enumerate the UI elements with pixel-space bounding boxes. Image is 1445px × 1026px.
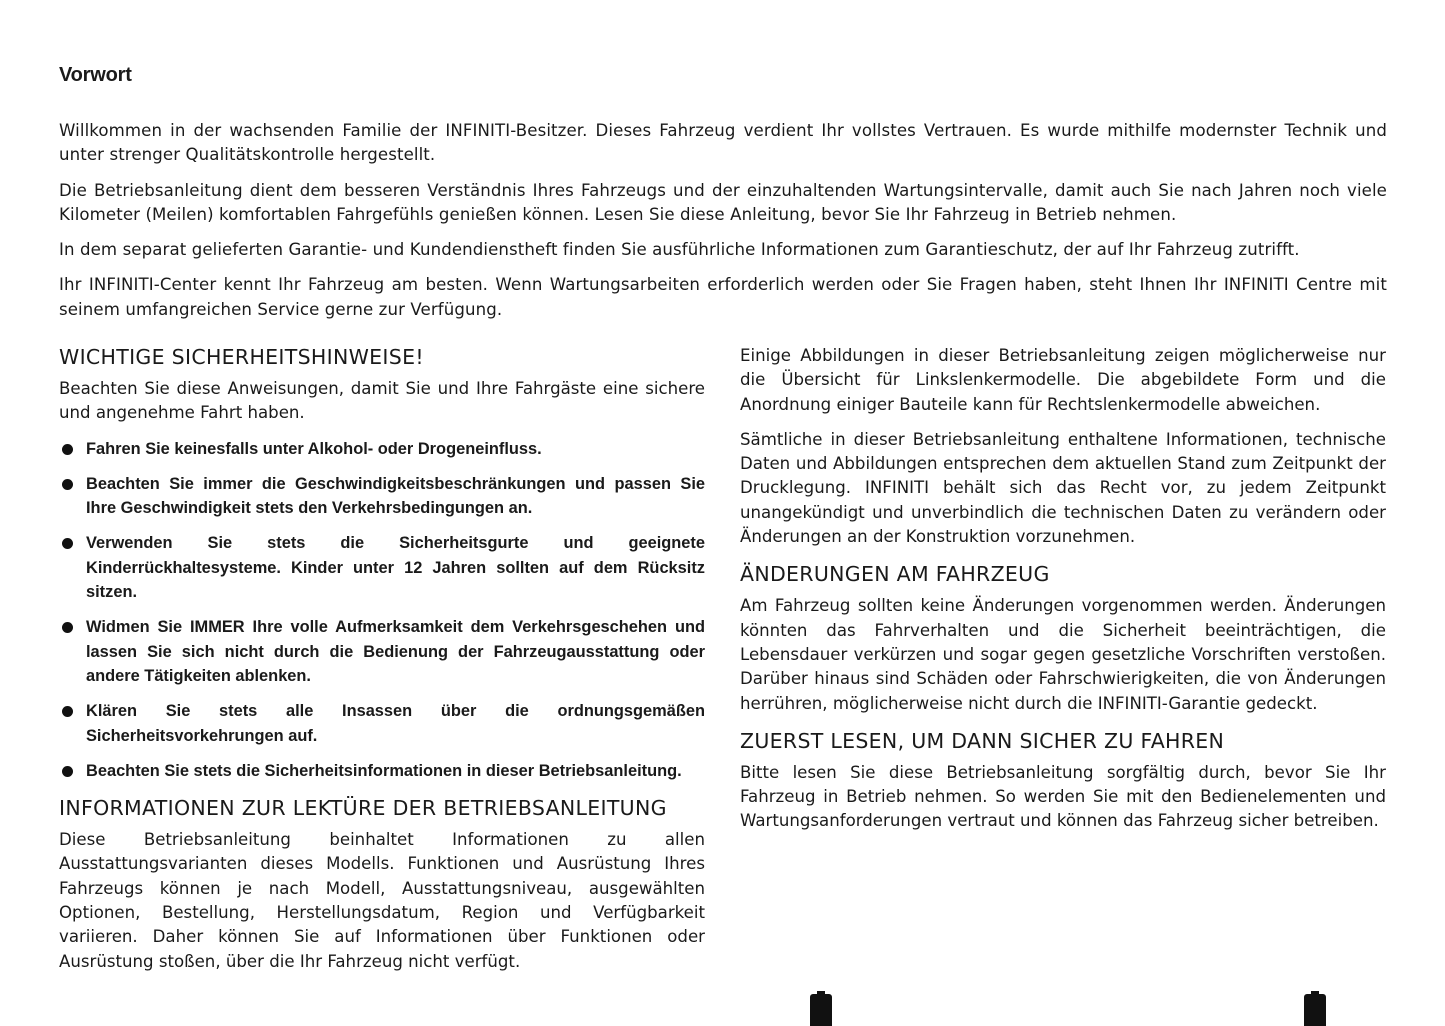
modifications-text: Am Fahrzeug sollten keine Änderungen vorgenommen werden. Änderungen könnten das Fahrverhalten und die Sicherheit beeinträchtigen, die Lebensdauer verkürzen und sogar gegen gesetzliche Vorschriften verstoßen. Darüber hinaus sind Schäden oder Fahrschwierigkeiten, die von Änderungen herrühren, möglicherweise nicht durch die INFINITI-Garantie gedeckt. (740, 596, 1386, 713)
page-tab-marker (810, 994, 832, 1026)
intro-paragraph: Willkommen in der wachsenden Familie der INFINITI-Besitzer. Dieses Fahrzeug verdient Ihr vollstes Vertrauen. Es wurde mithilfe modernster Technik und unter strenger Qualitätskontrolle hergestellt. (59, 121, 1387, 165)
read-first-heading: ZUERST LESEN, UM DANN SICHER ZU FAHREN (740, 728, 1225, 753)
illustrations-note: Einige Abbildungen in dieser Betriebsanleitung zeigen möglicherweise nur die Übersicht für Linkslenkermodelle. Die abgebildete Form und die Anordnung einiger Bauteile kann für Rechtslenkermodelle abweichen. (740, 346, 1386, 414)
specifications-note: Sämtliche in dieser Betriebsanleitung enthaltene Informationen, technische Daten und Abbildungen entsprechen dem aktuellen Stand zum Zeitpunkt der Drucklegung. INFINITI behält sich das Recht vor, zu jedem Zeitpunkt unangekündigt und unverbindlich die technischen Daten zu verändern oder Änderungen an der Konstruktion vorzunehmen. (740, 429, 1386, 547)
intro-paragraph: In dem separat gelieferten Garantie- und Kundendienstheft finden Sie ausführliche Informationen zum Garantieschutz, der auf Ihr Fahrzeug zutrifft. (59, 240, 1300, 260)
intro-section (59, 119, 1387, 333)
intro-paragraph: Ihr INFINITI-Center kennt Ihr Fahrzeug am besten. Wenn Wartungsarbeiten erforderlich werden oder Sie Fragen haben, steht Ihnen Ihr INFINITI Centre mit seinem umfangreichen Service gerne zur Verfügung. (59, 275, 1387, 319)
page-tab-marker (1304, 994, 1326, 1026)
read-first-text: Bitte lesen Sie diese Betriebsanleitung sorgfältig durch, bevor Sie Ihr Fahrzeug in Betrieb nehmen. So werden Sie mit den Bedienelementen und Wartungsanforderungen vertraut und können das Fahrzeug sicher betreiben. (740, 762, 1386, 831)
safety-bullet-list (59, 437, 705, 784)
safety-bullet: Widmen Sie IMMER Ihre volle Aufmerksamkeit dem Verkehrsgeschehen und lassen Sie sich nicht durch die Bedienung der Fahrzeugausstattung oder andere Tätigkeiten ablenken. (59, 615, 705, 688)
safety-bullet: Klären Sie stets alle Insassen über die ordnungsgemäßen Sicherheitsvorkehrungen auf. (59, 699, 705, 748)
left-column (59, 343, 705, 985)
intro-paragraph: Die Betriebsanleitung dient dem besseren Verständnis Ihres Fahrzeugs und der einzuhaltenden Wartungsintervalle, damit auch Sie nach Jahren noch viele Kilometer (Meilen) komfortablen Fahrgefühls genießen können. Lesen Sie diese Anleitung, bevor Sie Ihr Fahrzeug in Betrieb nehmen. (59, 180, 1387, 224)
page-title: Vorwort (59, 64, 132, 86)
safety-intro: Beachten Sie diese Anweisungen, damit Sie und Ihre Fahrgäste eine sichere und angenehme Fahrt haben. (59, 379, 705, 423)
safety-bullet: Fahren Sie keinesfalls unter Alkohol- oder Drogeneinfluss. (59, 437, 705, 461)
safety-bullet: Verwenden Sie stets die Sicherheitsgurte und geeignete Kinderrückhaltesysteme. Kinder unter 12 Jahren sollten auf dem Rücksitz sitzen. (59, 531, 705, 604)
reading-info-text: Diese Betriebsanleitung beinhaltet Informationen zu allen Ausstattungsvarianten dieses Modells. Funktionen und Ausrüstung Ihres Fahrzeugs können je nach Modell, Ausstattungsniveau, ausgewählten Optionen, Bestellung, Herstellungsdatum, Region und Verfügbarkeit variieren. Daher können Sie auf Informationen über Funktionen oder Ausrüstung stoßen, über die Ihr Fahrzeug nicht verfügt. (59, 830, 705, 971)
safety-bullet: Beachten Sie stets die Sicherheitsinformationen in dieser Betriebsanleitung. (59, 759, 705, 783)
modifications-heading: ÄNDERUNGEN AM FAHRZEUG (740, 562, 1050, 587)
reading-info-heading: INFORMATIONEN ZUR LEKTÜRE DER BETRIEBSANLEITUNG (59, 796, 667, 821)
safety-bullet: Beachten Sie immer die Geschwindigkeitsbeschränkungen und passen Sie Ihre Geschwindigkeit stets den Verkehrsbedingungen an. (59, 472, 705, 521)
right-column (740, 343, 1386, 845)
safety-heading: WICHTIGE SICHERHEITSHINWEISE! (59, 345, 424, 369)
